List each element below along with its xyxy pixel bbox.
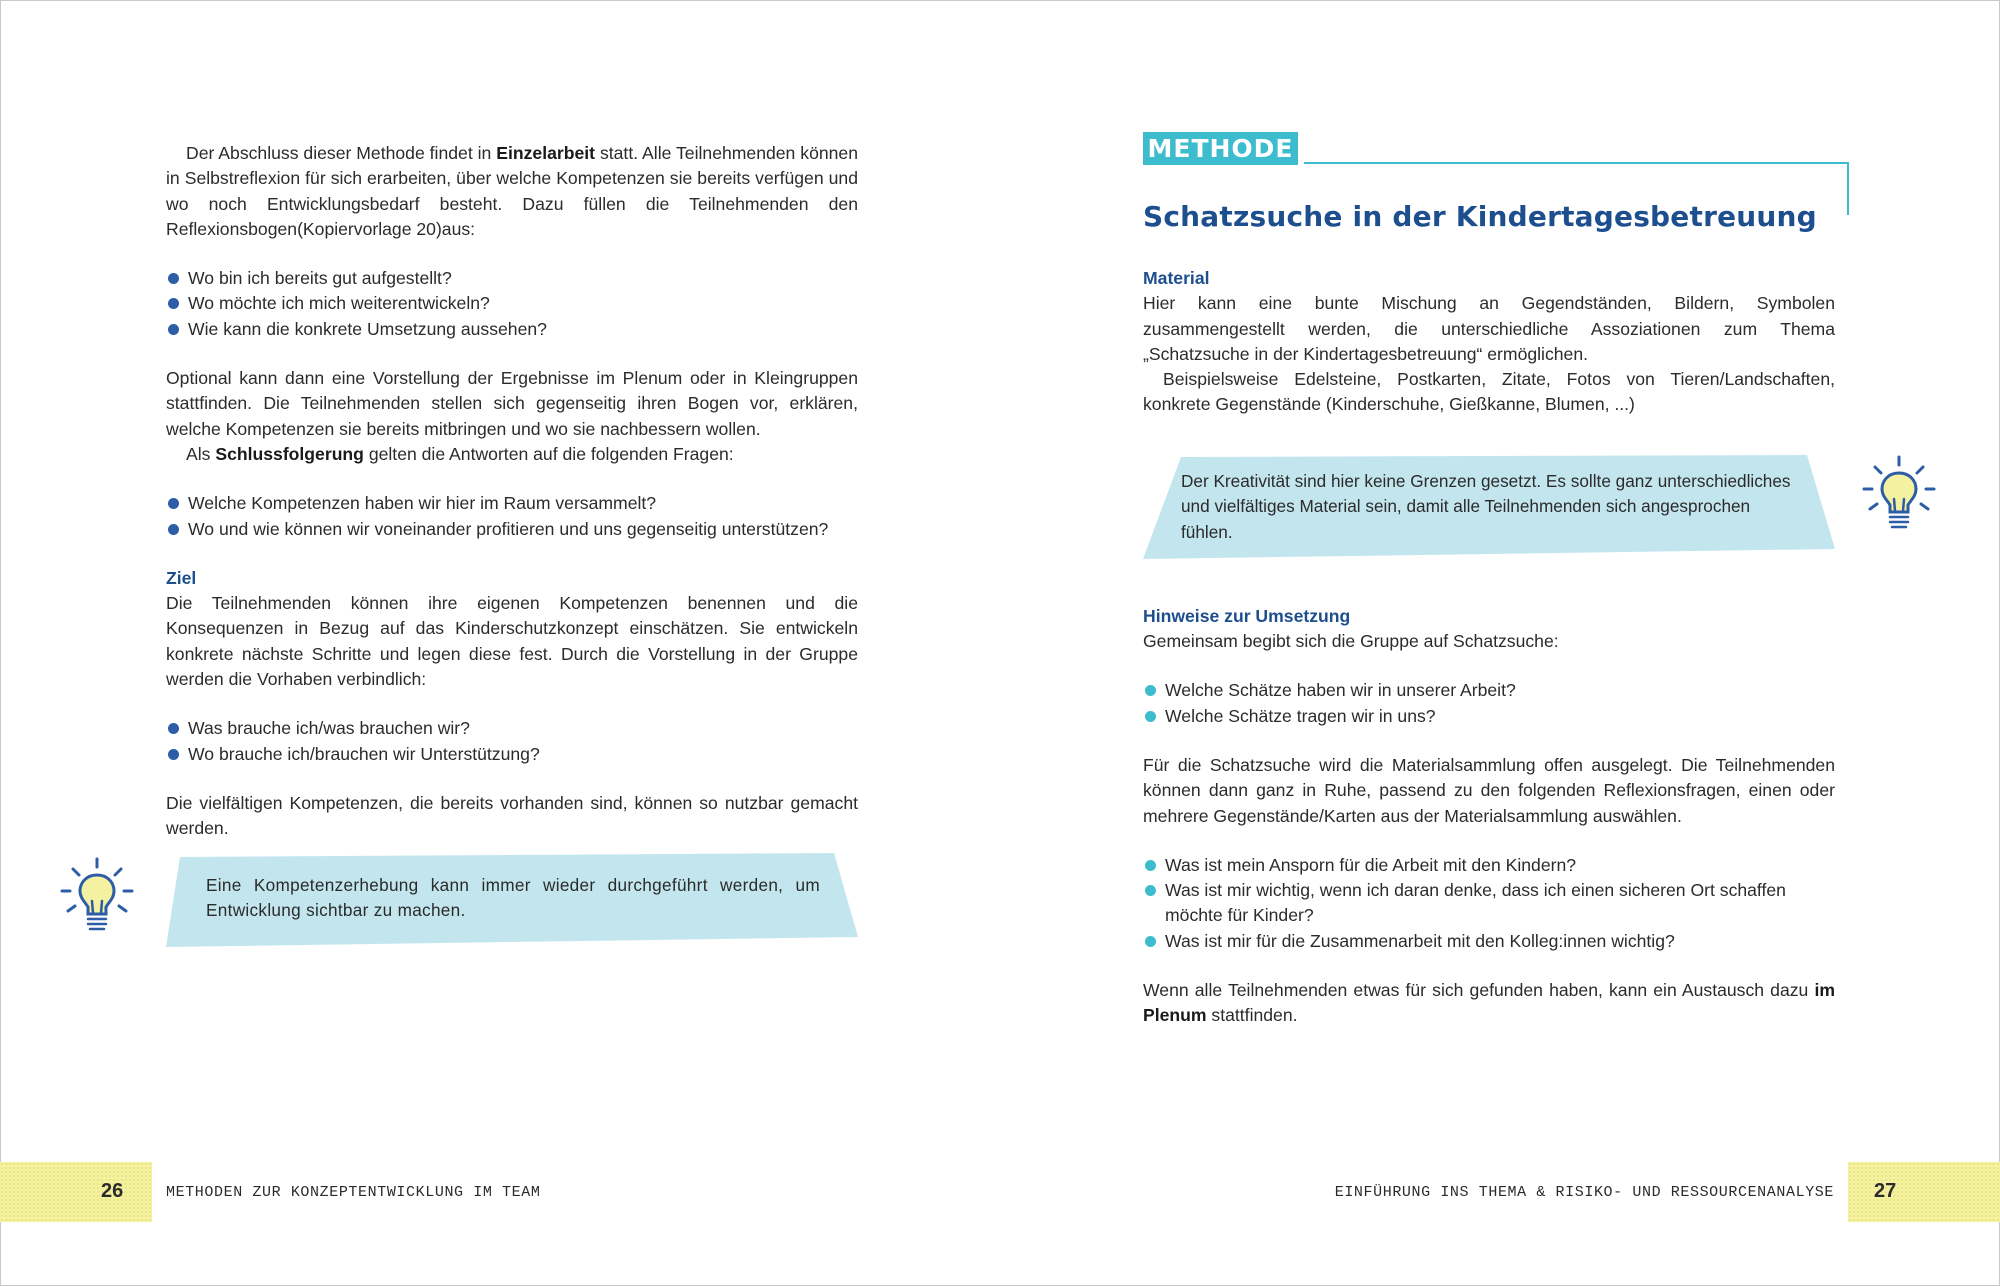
lightbulb-icon bbox=[1862, 455, 1936, 533]
list-item: Was ist mir für die Zusammenarbeit mit den Kolleg:innen wichtig? bbox=[1143, 929, 1835, 954]
right-page-body bbox=[1143, 266, 1835, 1029]
treasure-questions-list bbox=[1143, 678, 1835, 729]
conclusion-questions-list bbox=[166, 491, 858, 542]
material-heading: Material bbox=[1143, 268, 1210, 288]
left-page-body bbox=[166, 141, 858, 842]
list-item: Wie kann die konkrete Umsetzung aussehen? bbox=[166, 317, 858, 342]
reflection-questions-list bbox=[166, 266, 858, 342]
running-head: EINFÜHRUNG INS THEMA & RISIKO- UND RESSOURCENANALYSE bbox=[1334, 1184, 1834, 1201]
conclusion-paragraph: Als Schlussfolgerung gelten die Antworten auf die folgenden Fragen: bbox=[186, 443, 734, 464]
list-item: Wo bin ich bereits gut aufgestellt? bbox=[166, 266, 858, 291]
reflection-questions-list bbox=[1143, 853, 1835, 954]
page-number-box bbox=[1848, 1162, 2000, 1222]
tip-callout bbox=[1143, 455, 1835, 561]
tip-callout bbox=[166, 853, 858, 947]
ziel-paragraph: Die Teilnehmenden können ihre eigenen Kompetenzen benennen und die Konsequenzen in Bezug auf das Kinderschutzkonzept einschätzen. Sie entwickeln konkrete nächste Schritte und legen diese fest. Durch die Vorstellung in der Gruppe werden die Vorhaben verbindlich: bbox=[166, 593, 858, 690]
hinweise-heading: Hinweise zur Umsetzung bbox=[1143, 605, 1351, 626]
list-item: Welche Schätze tragen wir in uns? bbox=[1143, 704, 1835, 729]
page-number: 26 bbox=[101, 1180, 124, 1202]
final-paragraph: Wenn alle Teilnehmenden etwas für sich gefunden haben, kann ein Austausch dazu im Plenum stattfinden. bbox=[1143, 980, 1835, 1026]
ziel-heading: Ziel bbox=[166, 567, 197, 588]
page-number-box bbox=[0, 1162, 152, 1222]
tip-text: Eine Kompetenzerhebung kann immer wieder durchgeführt werden, um Entwicklung sichtbar zu machen. bbox=[206, 875, 820, 921]
badge-rule bbox=[1304, 162, 1849, 164]
list-item: Welche Schätze haben wir in unserer Arbeit? bbox=[1143, 678, 1835, 703]
list-item: Wo brauche ich/brauchen wir Unterstützung? bbox=[166, 742, 858, 767]
list-item: Was ist mein Ansporn für die Arbeit mit den Kindern? bbox=[1143, 853, 1835, 878]
closing-paragraph: Die vielfältigen Kompetenzen, die bereits vorhanden sind, können so nutzbar gemacht werden. bbox=[166, 792, 858, 839]
methode-badge: METHODE bbox=[1143, 132, 1298, 165]
badge-rule-end bbox=[1847, 162, 1849, 215]
page-number: 27 bbox=[1874, 1180, 1897, 1202]
intro-paragraph: Der Abschluss dieser Methode findet in Einzelarbeit statt. Alle Teilnehmenden können in Selbstreflexion für sich erarbeiten, über welche Kompetenzen sie bereits verfügen und wo noch Entwicklungsbedarf besteht. Dazu füllen die Teilnehmenden den Reflexionsbogen(Kopiervorlage 20)aus: bbox=[166, 143, 858, 239]
list-item: Wo möchte ich mich weiterentwickeln? bbox=[166, 291, 858, 316]
list-item: Was ist mir wichtig, wenn ich daran denke, dass ich einen sicheren Ort schaffen möchte für Kinder? bbox=[1143, 878, 1835, 929]
ziel-questions-list bbox=[166, 716, 858, 767]
optional-paragraph: Optional kann dann eine Vorstellung der Ergebnisse im Plenum oder in Kleingruppen stattfinden. Die Teilnehmenden stellen sich gegenseitig ihren Bogen vor, erklären, welche Kompetenzen sie bereits mitbringen und wo sie nachbessern wollen. bbox=[166, 368, 858, 439]
list-item: Was brauche ich/was brauchen wir? bbox=[166, 716, 858, 741]
hinweise-intro: Gemeinsam begibt sich die Gruppe auf Schatzsuche: bbox=[1143, 631, 1559, 652]
page-title: Schatzsuche in der Kindertagesbetreuung bbox=[1143, 200, 1817, 233]
running-head: METHODEN ZUR KONZEPTENTWICKLUNG IM TEAM bbox=[166, 1184, 541, 1201]
list-item: Wo und wie können wir voneinander profitieren und uns gegenseitig unterstützen? bbox=[166, 517, 858, 542]
middle-paragraph: Für die Schatzsuche wird die Materialsammlung offen ausgelegt. Die Teilnehmenden können dann ganz in Ruhe, passend zu den folgenden Reflexionsfragen, einen oder mehrere Gegenstände/Karten aus der Materialsammlung auswählen. bbox=[1143, 754, 1835, 826]
material-examples-paragraph: Beispielsweise Edelsteine, Postkarten, Zitate, Fotos von Tieren/Landschaften, konkrete Gegenstände (Kinderschuhe, Gießkanne, Blumen, ...) bbox=[1143, 369, 1835, 415]
lightbulb-icon bbox=[60, 857, 134, 935]
tip-text: Der Kreativität sind hier keine Grenzen gesetzt. Es sollte ganz unterschiedliches und vielfältiges Material sein, damit alle Teilnehmenden sich angesprochen fühlen. bbox=[1181, 471, 1791, 542]
list-item: Welche Kompetenzen haben wir hier im Raum versammelt? bbox=[166, 491, 858, 516]
material-paragraph: Hier kann eine bunte Mischung an Gegendständen, Bildern, Symbolen zusammengestellt werden, die unterschiedliche Assoziationen zum Thema „Schatzsuche in der Kindertagesbetreuung“ ermöglichen. bbox=[1143, 293, 1835, 364]
